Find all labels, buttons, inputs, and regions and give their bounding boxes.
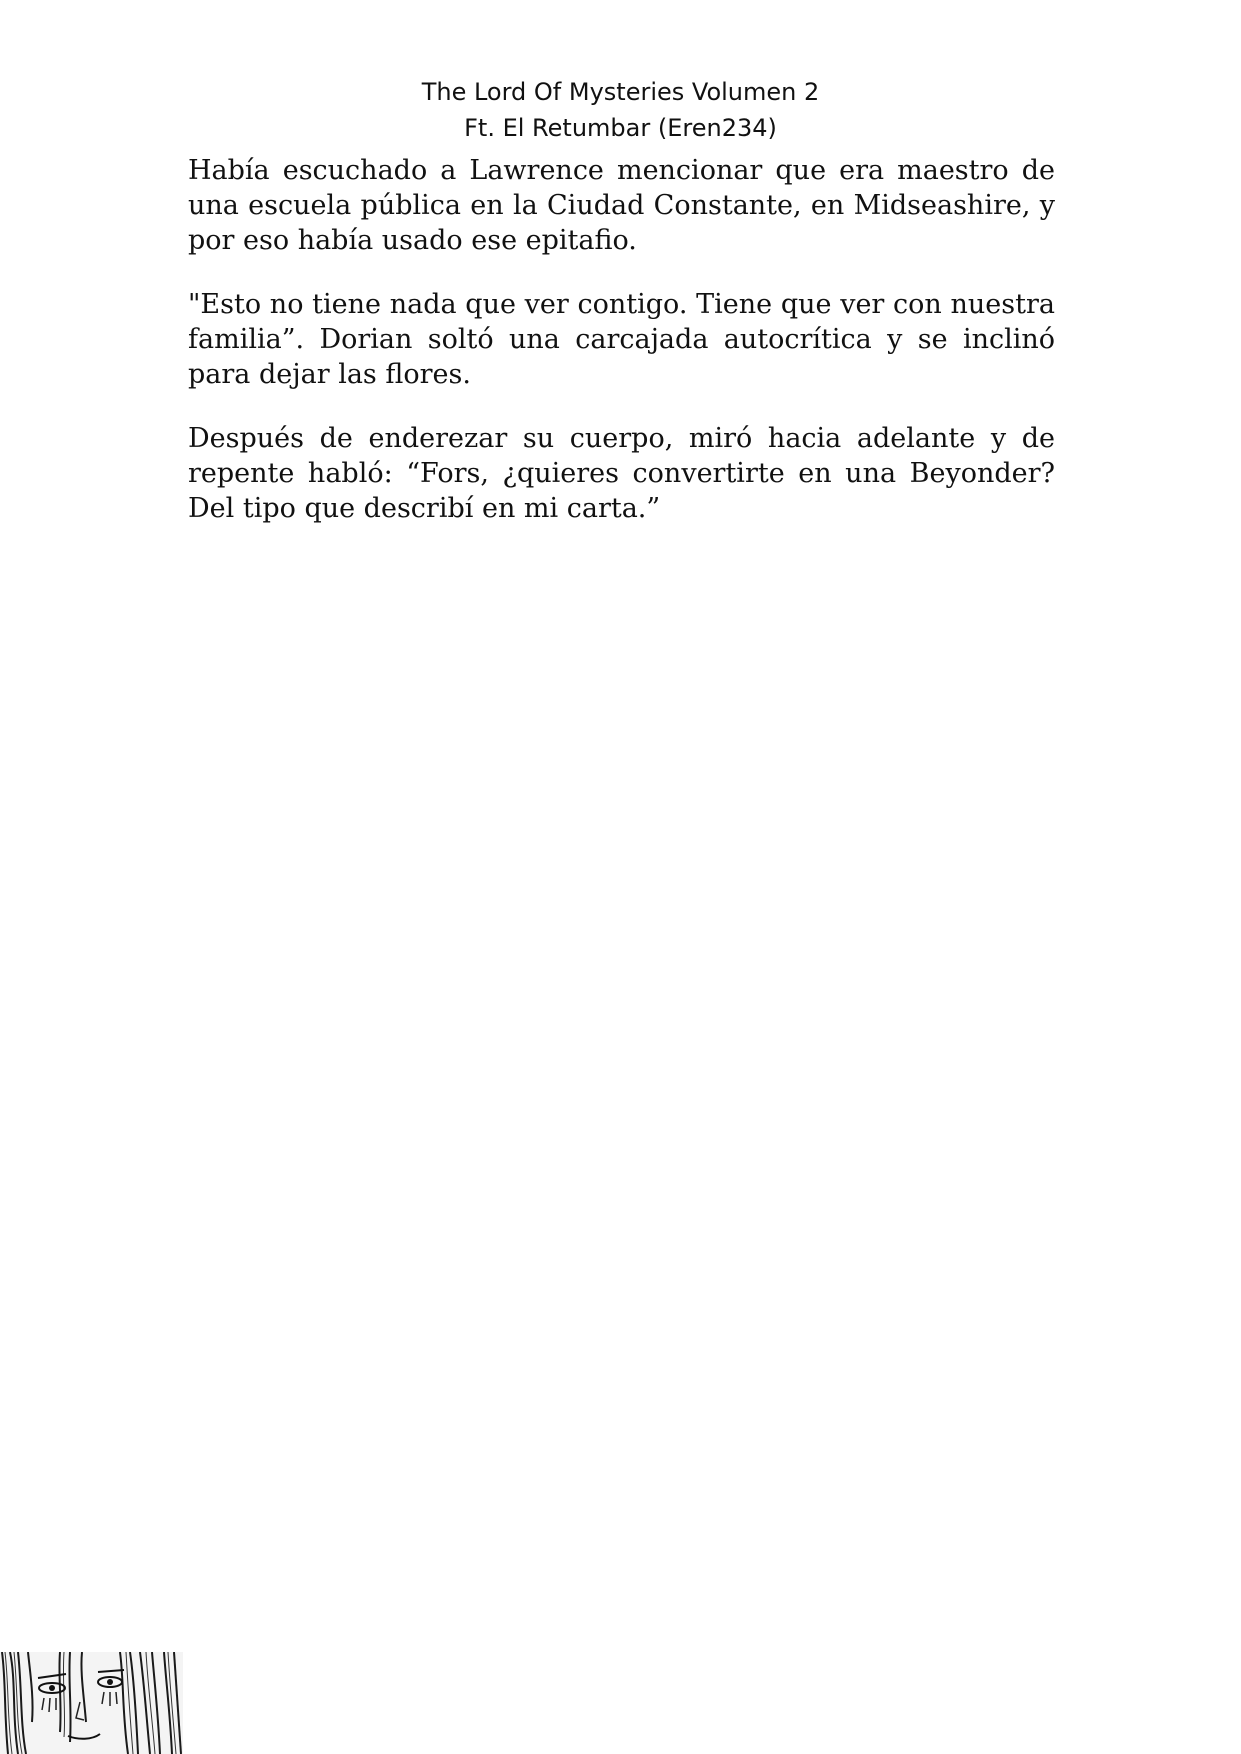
paragraph: "Esto no tiene nada que ver contigo. Tiene que ver con nuestra familia”. Dorian soltó una carcajada autocrítica y se inclinó para dejar las flores. (188, 289, 1055, 390)
book-subtitle: Ft. El Retumbar (Eren234) (464, 114, 777, 142)
paragraph: Después de enderezar su cuerpo, miró hacia adelante y de repente habló: “Fors, ¿quieres convertirte en una Beyonder? Del tipo que describí en mi carta.” (188, 423, 1055, 524)
face-illustration-icon (0, 1652, 183, 1754)
chapter-text (188, 153, 1055, 555)
book-title: The Lord Of Mysteries Volumen 2 (421, 78, 820, 106)
page-header (0, 74, 1241, 146)
paragraph: Había escuchado a Lawrence mencionar que era maestro de una escuela pública en la Ciudad Constante, en Midseashire, y por eso había usado ese epitafio. (188, 155, 1055, 256)
corner-illustration (0, 1652, 183, 1754)
